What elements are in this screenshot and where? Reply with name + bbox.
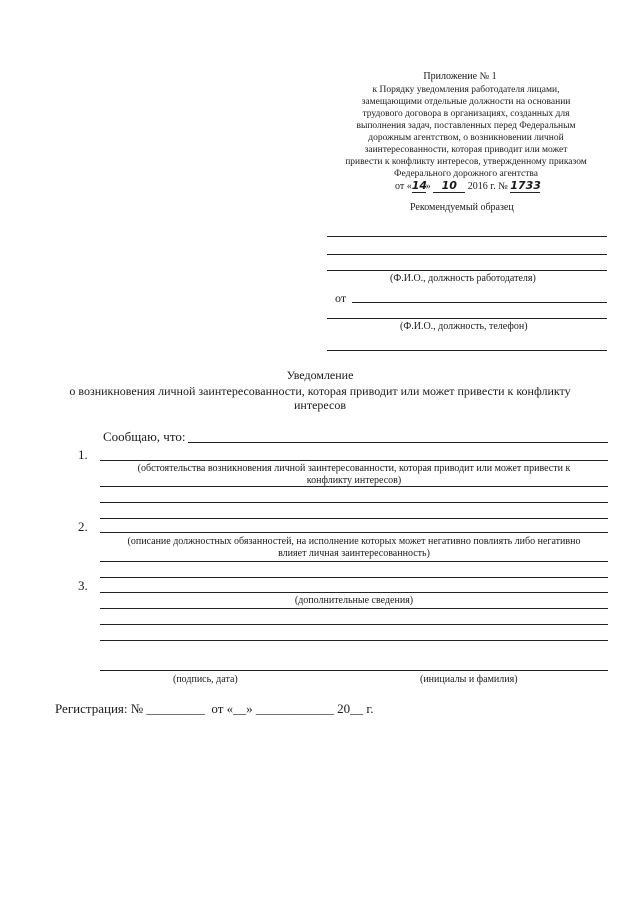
fill-line bbox=[100, 460, 608, 461]
appendix-line: заинтересованности, которая приводит или может bbox=[364, 145, 568, 155]
sender-line bbox=[327, 318, 607, 319]
fill-line bbox=[100, 502, 608, 503]
recommended-sample-label: Рекомендуемый образец bbox=[410, 202, 514, 213]
appendix-title: Приложение № 1 bbox=[423, 71, 497, 82]
appendix-line: выполнения задач, поставленных перед Федеральным bbox=[356, 121, 576, 131]
sender-line bbox=[327, 350, 607, 351]
date-month-handwritten: 10 bbox=[433, 179, 465, 193]
appendix-text bbox=[326, 84, 606, 180]
report-line bbox=[188, 442, 608, 443]
appendix-line: Федерального дорожного агентства bbox=[394, 169, 538, 179]
report-label: Сообщаю, что: bbox=[103, 429, 186, 444]
date-mid: » bbox=[425, 181, 431, 192]
notice-subtitle-continued: интересов bbox=[293, 398, 347, 412]
date-day-handwritten: 14 bbox=[411, 179, 428, 192]
appendix-line: трудового договора в организациях, созданных для bbox=[362, 109, 570, 119]
item-caption: конфликту интересов) bbox=[306, 475, 402, 486]
item-caption: (обстоятельства возникновения личной заинтересованности, которая приводит или может привести к bbox=[137, 463, 571, 474]
fill-line bbox=[100, 532, 608, 533]
item-number: 1. bbox=[78, 447, 88, 462]
item-number: 3. bbox=[78, 578, 88, 593]
appendix-line: замещающими отдельные должности на основании bbox=[361, 97, 571, 107]
order-number-handwritten: 1733 bbox=[510, 179, 541, 192]
notice-title: Уведомление bbox=[286, 368, 354, 382]
notice-subtitle: о возникновения личной заинтересованности, которая приводит или может привести к конфликту bbox=[69, 384, 571, 398]
fill-line bbox=[100, 640, 608, 641]
item-caption: влияет личная заинтересованность) bbox=[278, 548, 430, 559]
name-caption: (инициалы и фамилия) bbox=[420, 674, 518, 685]
appendix-line: к Порядку уведомления работодателя лицами, bbox=[372, 85, 560, 95]
appendix-line: привести к конфликту интересов, утвержденному приказом bbox=[345, 157, 587, 167]
appendix-date bbox=[395, 179, 595, 193]
employer-line bbox=[327, 254, 607, 255]
fill-line bbox=[100, 608, 608, 609]
date-prefix: от « bbox=[395, 181, 412, 192]
from-label: от bbox=[335, 291, 347, 305]
signature-line bbox=[100, 670, 608, 671]
sender-caption: (Ф.И.О., должность, телефон) bbox=[400, 321, 528, 332]
number-label: № bbox=[498, 181, 508, 192]
sender-line bbox=[352, 302, 607, 303]
employer-line bbox=[327, 236, 607, 237]
item-number: 2. bbox=[78, 519, 88, 534]
fill-line bbox=[100, 561, 608, 562]
item-caption: (описание должностных обязанностей, на исполнение которых может негативно повлиять либо негативно bbox=[127, 536, 581, 547]
employer-caption: (Ф.И.О., должность работодателя) bbox=[390, 273, 536, 284]
signature-caption: (подпись, дата) bbox=[173, 674, 238, 685]
fill-line bbox=[100, 592, 608, 593]
fill-line bbox=[100, 624, 608, 625]
registration-line: Регистрация: № _________ от «__» ____________ 20__ г. bbox=[55, 701, 374, 716]
fill-line bbox=[100, 577, 608, 578]
fill-line bbox=[100, 518, 608, 519]
employer-line bbox=[327, 270, 607, 271]
item-caption: (дополнительные сведения) bbox=[294, 595, 414, 606]
fill-line bbox=[100, 486, 608, 487]
appendix-line: дорожным агентством, о возникновении личной bbox=[368, 133, 564, 143]
date-year: 2016 г. bbox=[467, 181, 496, 192]
